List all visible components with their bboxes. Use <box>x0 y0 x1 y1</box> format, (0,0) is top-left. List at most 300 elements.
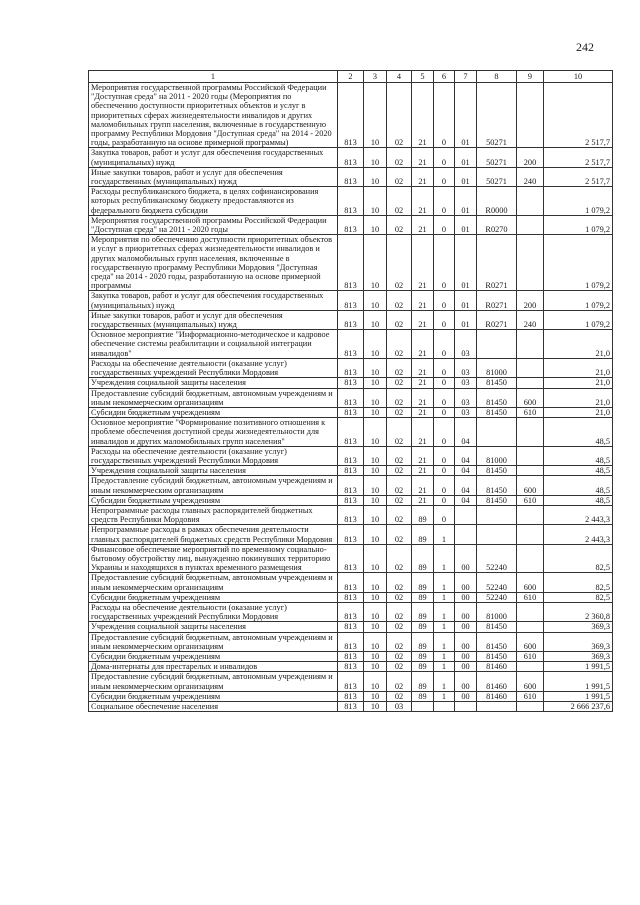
row-code-cell: 01 <box>455 310 477 329</box>
row-code-cell <box>517 215 544 234</box>
row-code-cell: 01 <box>455 167 477 186</box>
table-row <box>89 505 613 524</box>
row-code-cell: 813 <box>338 691 364 701</box>
table-row <box>89 330 613 359</box>
row-code-cell: 02 <box>387 310 412 329</box>
row-code-cell: 21 <box>412 83 434 148</box>
row-amount-cell: 369,3 <box>544 632 613 651</box>
row-code-cell: 89 <box>412 622 434 632</box>
row-code-cell: 04 <box>455 446 477 465</box>
row-code-cell: 813 <box>338 167 364 186</box>
row-code-cell: 00 <box>455 672 477 691</box>
row-code-cell: 81460 <box>477 662 517 672</box>
table-row <box>89 167 613 186</box>
row-code-cell: 10 <box>364 167 387 186</box>
row-code-cell <box>517 622 544 632</box>
row-name-cell: Предоставление субсидий бюджетным, автономным учреждениям и иным некоммерческим организациям <box>89 476 338 495</box>
row-code-cell: 52240 <box>477 592 517 602</box>
row-code-cell <box>517 544 544 573</box>
row-code-cell: 813 <box>338 187 364 216</box>
row-name-cell: Расходы на обеспечение деятельности (оказание услуг) государственных учреждений Республики Мордовия <box>89 446 338 465</box>
row-code-cell: 813 <box>338 148 364 167</box>
row-code-cell: 10 <box>364 691 387 701</box>
row-name-cell: Непрограммные расходы в рамках обеспечения деятельности главных распорядителей бюджетных средств Республики Мордовия <box>89 525 338 544</box>
row-code-cell: 02 <box>387 602 412 621</box>
row-code-cell: 02 <box>387 592 412 602</box>
table-row <box>89 525 613 544</box>
table-row <box>89 544 613 573</box>
table-row <box>89 691 613 701</box>
row-code-cell: 81450 <box>477 466 517 476</box>
row-code-cell: 89 <box>412 592 434 602</box>
row-name-cell: Закупка товаров, работ и услуг для обеспечения государственных (муниципальных) нужд <box>89 148 338 167</box>
row-name-cell: Основное мероприятие "Информационно-методическое и кадровое обеспечение системы реабилитации и социальной интеграции инвалидов" <box>89 330 338 359</box>
row-code-cell: 21 <box>412 330 434 359</box>
row-code-cell: 813 <box>338 388 364 407</box>
row-code-cell: 10 <box>364 702 387 712</box>
row-code-cell: 0 <box>434 330 455 359</box>
row-code-cell <box>477 418 517 447</box>
row-name-cell: Расходы на обеспечение деятельности (оказание услуг) государственных учреждений Республики Мордовия <box>89 602 338 621</box>
row-code-cell <box>517 702 544 712</box>
row-code-cell: 813 <box>338 310 364 329</box>
header-cell: 10 <box>544 71 613 83</box>
header-cell: 9 <box>517 71 544 83</box>
row-code-cell: 0 <box>434 495 455 505</box>
header-cell: 6 <box>434 71 455 83</box>
row-amount-cell: 48,5 <box>544 446 613 465</box>
row-code-cell: 02 <box>387 291 412 310</box>
row-code-cell <box>517 83 544 148</box>
table-row <box>89 602 613 621</box>
row-code-cell: 04 <box>455 466 477 476</box>
row-code-cell: 01 <box>455 235 477 291</box>
table-row <box>89 466 613 476</box>
row-code-cell: 89 <box>412 573 434 592</box>
row-code-cell: 81450 <box>477 495 517 505</box>
row-code-cell: 02 <box>387 495 412 505</box>
row-amount-cell: 1 079,2 <box>544 291 613 310</box>
row-code-cell: 02 <box>387 388 412 407</box>
row-amount-cell: 1 991,5 <box>544 662 613 672</box>
row-name-cell: Учреждения социальной защиты населения <box>89 622 338 632</box>
row-code-cell: 21 <box>412 167 434 186</box>
table-row <box>89 291 613 310</box>
row-code-cell: 0 <box>434 167 455 186</box>
row-code-cell: 10 <box>364 573 387 592</box>
row-code-cell <box>455 525 477 544</box>
row-code-cell: 00 <box>455 544 477 573</box>
row-code-cell: 10 <box>364 525 387 544</box>
row-code-cell: 813 <box>338 446 364 465</box>
row-code-cell: 21 <box>412 358 434 377</box>
row-code-cell: 03 <box>455 330 477 359</box>
row-code-cell: 02 <box>387 651 412 661</box>
row-code-cell <box>517 466 544 476</box>
row-code-cell <box>517 235 544 291</box>
row-code-cell: 21 <box>412 187 434 216</box>
row-code-cell <box>517 378 544 388</box>
row-code-cell: 0 <box>434 388 455 407</box>
row-code-cell: 0 <box>434 407 455 417</box>
table-row <box>89 702 613 712</box>
row-code-cell: 610 <box>517 691 544 701</box>
row-code-cell: 03 <box>387 702 412 712</box>
row-name-cell: Предоставление субсидий бюджетным, автономным учреждениям и иным некоммерческим организациям <box>89 573 338 592</box>
row-amount-cell: 2 360,8 <box>544 602 613 621</box>
row-amount-cell: 2 517,7 <box>544 83 613 148</box>
row-code-cell: 610 <box>517 651 544 661</box>
row-code-cell: 813 <box>338 525 364 544</box>
row-code-cell <box>517 525 544 544</box>
row-name-cell: Субсидии бюджетным учреждениям <box>89 691 338 701</box>
row-code-cell: 04 <box>455 418 477 447</box>
row-name-cell: Непрограммные расходы главных распорядителей бюджетных средств Республики Мордовия <box>89 505 338 524</box>
row-code-cell: 1 <box>434 691 455 701</box>
row-code-cell <box>517 446 544 465</box>
row-code-cell: 0 <box>434 215 455 234</box>
table-row <box>89 592 613 602</box>
row-code-cell: 02 <box>387 476 412 495</box>
header-cell: 5 <box>412 71 434 83</box>
row-amount-cell: 82,5 <box>544 573 613 592</box>
row-code-cell: 200 <box>517 291 544 310</box>
row-code-cell: 1 <box>434 622 455 632</box>
row-code-cell: 02 <box>387 148 412 167</box>
row-code-cell: 81000 <box>477 358 517 377</box>
row-code-cell: 81460 <box>477 672 517 691</box>
row-code-cell: 01 <box>455 291 477 310</box>
row-amount-cell: 2 517,7 <box>544 167 613 186</box>
row-code-cell: 813 <box>338 544 364 573</box>
table-row <box>89 388 613 407</box>
row-code-cell: 813 <box>338 235 364 291</box>
row-code-cell: 02 <box>387 662 412 672</box>
row-code-cell: 89 <box>412 632 434 651</box>
row-code-cell: 813 <box>338 291 364 310</box>
row-name-cell: Предоставление субсидий бюджетным, автономным учреждениям и иным некоммерческим организациям <box>89 632 338 651</box>
row-code-cell: 10 <box>364 407 387 417</box>
row-code-cell: 00 <box>455 622 477 632</box>
header-cell: 3 <box>364 71 387 83</box>
row-code-cell: 10 <box>364 310 387 329</box>
row-code-cell: 10 <box>364 466 387 476</box>
row-code-cell: 10 <box>364 602 387 621</box>
row-code-cell: 600 <box>517 573 544 592</box>
row-code-cell: 81450 <box>477 651 517 661</box>
header-cell: 8 <box>477 71 517 83</box>
row-code-cell: 813 <box>338 83 364 148</box>
header-cell: 7 <box>455 71 477 83</box>
table-row <box>89 632 613 651</box>
row-code-cell: 21 <box>412 495 434 505</box>
row-code-cell: 0 <box>434 83 455 148</box>
row-code-cell <box>412 702 434 712</box>
row-code-cell: 01 <box>455 83 477 148</box>
row-code-cell <box>477 525 517 544</box>
row-code-cell <box>517 358 544 377</box>
row-code-cell: 21 <box>412 310 434 329</box>
row-code-cell: 813 <box>338 466 364 476</box>
row-code-cell: 10 <box>364 388 387 407</box>
row-code-cell: 81450 <box>477 388 517 407</box>
row-code-cell: 1 <box>434 662 455 672</box>
row-amount-cell: 21,0 <box>544 407 613 417</box>
row-code-cell: 10 <box>364 632 387 651</box>
row-code-cell: 1 <box>434 651 455 661</box>
row-code-cell: 00 <box>455 592 477 602</box>
row-code-cell: 813 <box>338 505 364 524</box>
row-amount-cell: 48,5 <box>544 476 613 495</box>
row-name-cell: Учреждения социальной защиты населения <box>89 378 338 388</box>
row-code-cell: 21 <box>412 215 434 234</box>
row-code-cell: 52240 <box>477 573 517 592</box>
row-code-cell: 02 <box>387 466 412 476</box>
row-code-cell: 10 <box>364 446 387 465</box>
row-code-cell: 02 <box>387 235 412 291</box>
row-code-cell: 21 <box>412 407 434 417</box>
table-row <box>89 407 613 417</box>
row-code-cell: 0 <box>434 378 455 388</box>
row-code-cell: 21 <box>412 446 434 465</box>
row-code-cell: 89 <box>412 672 434 691</box>
row-code-cell: 03 <box>455 358 477 377</box>
row-code-cell: 1 <box>434 602 455 621</box>
row-name-cell: Основное мероприятие "Формирование позитивного отношения к проблеме обеспечения доступной среды жизнедеятельности для инвалидов и других маломобильных групп населения" <box>89 418 338 447</box>
row-amount-cell: 48,5 <box>544 466 613 476</box>
row-code-cell: 03 <box>455 388 477 407</box>
row-code-cell: 240 <box>517 167 544 186</box>
row-code-cell: 1 <box>434 672 455 691</box>
row-code-cell: 813 <box>338 592 364 602</box>
row-code-cell: 0 <box>434 310 455 329</box>
row-code-cell: 21 <box>412 418 434 447</box>
row-amount-cell: 1 079,2 <box>544 310 613 329</box>
row-code-cell: 03 <box>455 407 477 417</box>
row-amount-cell: 82,5 <box>544 592 613 602</box>
row-code-cell: 21 <box>412 235 434 291</box>
row-name-cell: Дома-интернаты для престарелых и инвалидов <box>89 662 338 672</box>
row-name-cell: Предоставление субсидий бюджетным, автономным учреждениям и иным некоммерческим организациям <box>89 388 338 407</box>
row-code-cell: 02 <box>387 525 412 544</box>
row-code-cell: 813 <box>338 702 364 712</box>
row-code-cell: 21 <box>412 476 434 495</box>
row-code-cell: 0 <box>434 187 455 216</box>
row-amount-cell: 1 079,2 <box>544 235 613 291</box>
row-code-cell: 01 <box>455 187 477 216</box>
row-code-cell <box>477 505 517 524</box>
row-code-cell: 240 <box>517 310 544 329</box>
table-row <box>89 418 613 447</box>
row-code-cell: 813 <box>338 573 364 592</box>
row-code-cell: 0 <box>434 446 455 465</box>
row-name-cell: Иные закупки товаров, работ и услуг для обеспечения государственных (муниципальных) нужд <box>89 310 338 329</box>
row-code-cell: 50271 <box>477 148 517 167</box>
row-code-cell: 10 <box>364 476 387 495</box>
row-code-cell: R0270 <box>477 215 517 234</box>
row-code-cell: 0 <box>434 418 455 447</box>
row-code-cell: 81450 <box>477 476 517 495</box>
row-code-cell: 10 <box>364 358 387 377</box>
row-code-cell: 81450 <box>477 622 517 632</box>
row-code-cell: 02 <box>387 573 412 592</box>
row-code-cell: 02 <box>387 83 412 148</box>
row-code-cell: 10 <box>364 378 387 388</box>
row-code-cell: 610 <box>517 407 544 417</box>
row-code-cell: 81450 <box>477 407 517 417</box>
row-code-cell: 1 <box>434 544 455 573</box>
row-code-cell: R0271 <box>477 310 517 329</box>
row-code-cell: 02 <box>387 622 412 632</box>
table-row <box>89 187 613 216</box>
row-code-cell: 89 <box>412 525 434 544</box>
row-code-cell <box>517 602 544 621</box>
row-code-cell: 600 <box>517 632 544 651</box>
table-row <box>89 215 613 234</box>
row-code-cell: 600 <box>517 476 544 495</box>
row-amount-cell: 21,0 <box>544 358 613 377</box>
page-number: 242 <box>576 40 594 54</box>
table-row <box>89 573 613 592</box>
row-code-cell: 813 <box>338 378 364 388</box>
row-name-cell: Предоставление субсидий бюджетным, автономным учреждениям и иным некоммерческим организациям <box>89 672 338 691</box>
row-code-cell <box>477 330 517 359</box>
row-code-cell: 10 <box>364 215 387 234</box>
row-code-cell: 21 <box>412 378 434 388</box>
row-name-cell: Субсидии бюджетным учреждениям <box>89 592 338 602</box>
row-code-cell: 02 <box>387 418 412 447</box>
row-code-cell: 10 <box>364 418 387 447</box>
row-code-cell: 813 <box>338 330 364 359</box>
row-code-cell: 02 <box>387 505 412 524</box>
row-code-cell: 81000 <box>477 602 517 621</box>
row-amount-cell: 2 443,3 <box>544 505 613 524</box>
row-code-cell: 10 <box>364 495 387 505</box>
table-row <box>89 310 613 329</box>
row-amount-cell: 2 666 237,6 <box>544 702 613 712</box>
row-code-cell: 02 <box>387 187 412 216</box>
row-code-cell: 10 <box>364 672 387 691</box>
row-code-cell: 0 <box>434 505 455 524</box>
table-row <box>89 235 613 291</box>
row-code-cell: 10 <box>364 622 387 632</box>
row-amount-cell: 369,3 <box>544 651 613 661</box>
table-row <box>89 446 613 465</box>
row-code-cell <box>517 662 544 672</box>
row-amount-cell: 369,3 <box>544 622 613 632</box>
row-code-cell: 81000 <box>477 446 517 465</box>
row-code-cell: 1 <box>434 592 455 602</box>
row-code-cell <box>517 418 544 447</box>
row-amount-cell: 2 517,7 <box>544 148 613 167</box>
table-row <box>89 495 613 505</box>
row-code-cell: 02 <box>387 446 412 465</box>
row-code-cell: 813 <box>338 672 364 691</box>
row-name-cell: Социальное обеспечение населения <box>89 702 338 712</box>
row-code-cell: 10 <box>364 291 387 310</box>
row-name-cell: Иные закупки товаров, работ и услуг для обеспечения государственных (муниципальных) нужд <box>89 167 338 186</box>
row-code-cell: 89 <box>412 662 434 672</box>
row-code-cell: 0 <box>434 476 455 495</box>
table-row <box>89 476 613 495</box>
row-code-cell <box>517 505 544 524</box>
row-code-cell: 00 <box>455 632 477 651</box>
row-code-cell: 10 <box>364 235 387 291</box>
row-code-cell: 02 <box>387 672 412 691</box>
row-code-cell: 89 <box>412 691 434 701</box>
row-code-cell: 00 <box>455 573 477 592</box>
row-amount-cell: 21,0 <box>544 378 613 388</box>
row-amount-cell: 48,5 <box>544 495 613 505</box>
row-code-cell: 02 <box>387 378 412 388</box>
row-code-cell: 0 <box>434 235 455 291</box>
row-code-cell: 89 <box>412 505 434 524</box>
budget-table <box>88 70 613 712</box>
table-row <box>89 672 613 691</box>
row-code-cell: 10 <box>364 651 387 661</box>
row-code-cell: 89 <box>412 651 434 661</box>
row-name-cell: Закупка товаров, работ и услуг для обеспечения государственных (муниципальных) нужд <box>89 291 338 310</box>
header-cell: 1 <box>89 71 338 83</box>
row-code-cell: 813 <box>338 476 364 495</box>
row-code-cell: 89 <box>412 544 434 573</box>
row-code-cell: 10 <box>364 187 387 216</box>
header-cell: 4 <box>387 71 412 83</box>
row-name-cell: Мероприятия по обеспечению доступности приоритетных объектов и услуг в приоритетных сферах жизнедеятельности инвалидов и других маломобильных групп населения, включенные в государственную программу Республики Мордовия "Доступная среда" на 2014 - 2020 годы, разработанную на основе примерной программы <box>89 235 338 291</box>
row-code-cell: 04 <box>455 495 477 505</box>
row-code-cell: 50271 <box>477 83 517 148</box>
table-row <box>89 83 613 148</box>
row-code-cell: 89 <box>412 602 434 621</box>
row-code-cell: 1 <box>434 573 455 592</box>
row-amount-cell: 21,0 <box>544 330 613 359</box>
row-code-cell: 21 <box>412 291 434 310</box>
row-code-cell: 02 <box>387 330 412 359</box>
table-row <box>89 622 613 632</box>
row-code-cell: 02 <box>387 215 412 234</box>
row-code-cell: 610 <box>517 495 544 505</box>
row-code-cell: 50271 <box>477 167 517 186</box>
row-code-cell: 600 <box>517 672 544 691</box>
row-code-cell <box>517 187 544 216</box>
row-code-cell: 10 <box>364 330 387 359</box>
row-code-cell: 00 <box>455 602 477 621</box>
row-code-cell: 813 <box>338 407 364 417</box>
row-code-cell <box>455 505 477 524</box>
table-row <box>89 378 613 388</box>
row-amount-cell: 1 991,5 <box>544 691 613 701</box>
row-code-cell: 0 <box>434 358 455 377</box>
row-amount-cell: 82,5 <box>544 544 613 573</box>
row-code-cell: 813 <box>338 602 364 621</box>
row-code-cell: 813 <box>338 651 364 661</box>
row-code-cell: 21 <box>412 388 434 407</box>
row-code-cell: 81450 <box>477 378 517 388</box>
row-code-cell: 10 <box>364 662 387 672</box>
row-code-cell: 813 <box>338 622 364 632</box>
row-code-cell <box>477 702 517 712</box>
row-code-cell: 02 <box>387 407 412 417</box>
row-code-cell: 00 <box>455 651 477 661</box>
row-code-cell: 813 <box>338 662 364 672</box>
row-code-cell: 21 <box>412 466 434 476</box>
row-code-cell: 813 <box>338 215 364 234</box>
header-cell: 2 <box>338 71 364 83</box>
row-code-cell: 52240 <box>477 544 517 573</box>
row-code-cell: 813 <box>338 358 364 377</box>
row-name-cell: Учреждения социальной защиты населения <box>89 466 338 476</box>
row-code-cell <box>455 702 477 712</box>
